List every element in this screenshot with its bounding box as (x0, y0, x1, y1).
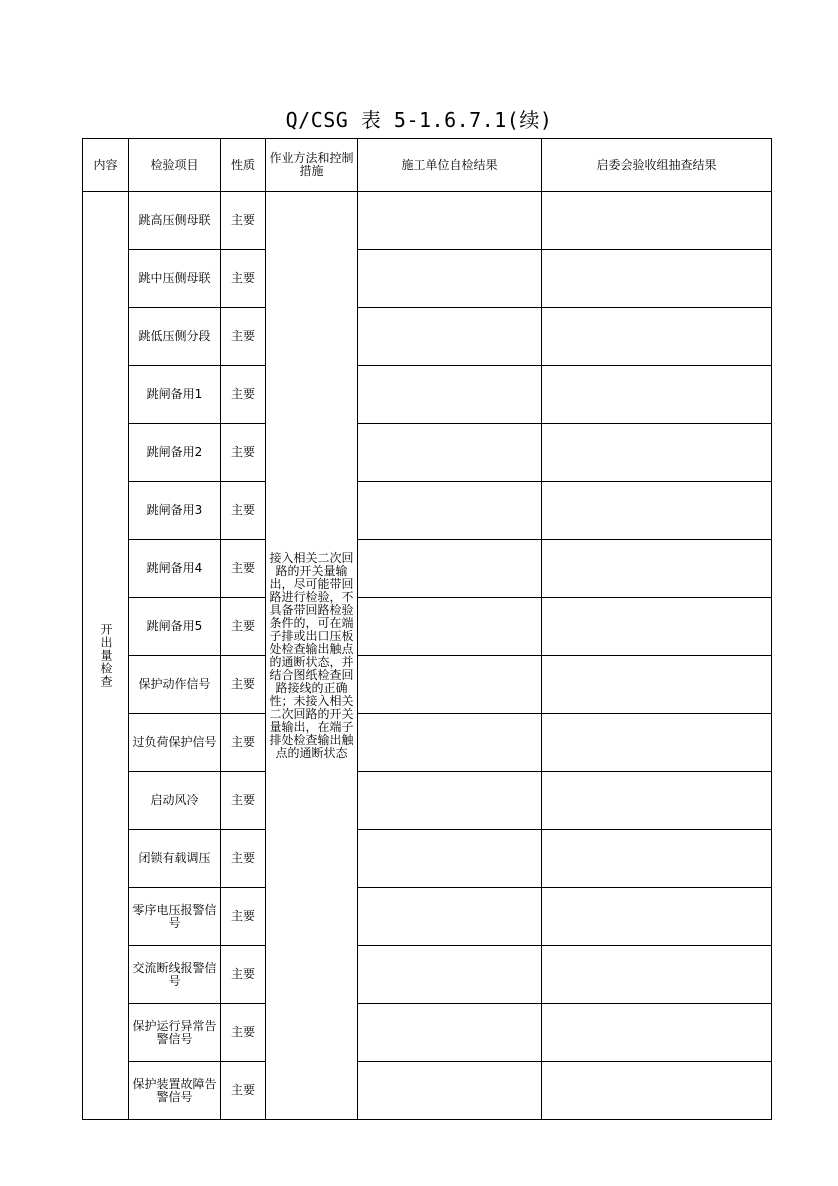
inspection-table (82, 138, 772, 1120)
nature-value: 主要 (221, 1004, 266, 1062)
table-row (83, 830, 772, 888)
inspection-item: 跳闸备用3 (129, 482, 221, 540)
nature-value: 主要 (221, 830, 266, 888)
nature-value: 主要 (221, 888, 266, 946)
nature-value: 主要 (221, 656, 266, 714)
table-row (83, 540, 772, 598)
inspection-item: 跳中压侧母联 (129, 250, 221, 308)
acceptance-check-cell[interactable] (542, 424, 772, 482)
self-check-cell[interactable] (358, 424, 542, 482)
acceptance-check-cell[interactable] (542, 192, 772, 250)
acceptance-check-cell[interactable] (542, 772, 772, 830)
header-self-check: 施工单位自检结果 (358, 139, 542, 192)
table-row (83, 366, 772, 424)
table-row (83, 714, 772, 772)
self-check-cell[interactable] (358, 714, 542, 772)
table-row (83, 888, 772, 946)
inspection-item: 跳闸备用2 (129, 424, 221, 482)
self-check-cell[interactable] (358, 308, 542, 366)
inspection-item: 跳高压侧母联 (129, 192, 221, 250)
inspection-item: 过负荷保护信号 (129, 714, 221, 772)
inspection-item: 跳闸备用1 (129, 366, 221, 424)
inspection-item: 跳闸备用5 (129, 598, 221, 656)
table-row (83, 192, 772, 250)
table-row (83, 598, 772, 656)
nature-value: 主要 (221, 192, 266, 250)
acceptance-check-cell[interactable] (542, 1062, 772, 1120)
nature-value: 主要 (221, 250, 266, 308)
acceptance-check-cell[interactable] (542, 366, 772, 424)
acceptance-check-cell[interactable] (542, 540, 772, 598)
self-check-cell[interactable] (358, 250, 542, 308)
nature-value: 主要 (221, 424, 266, 482)
inspection-item: 保护动作信号 (129, 656, 221, 714)
section-label: 开出量检查 (83, 192, 129, 1120)
table-row (83, 1062, 772, 1120)
self-check-cell[interactable] (358, 192, 542, 250)
table-row (83, 946, 772, 1004)
self-check-cell[interactable] (358, 1062, 542, 1120)
self-check-cell[interactable] (358, 366, 542, 424)
header-nature: 性质 (221, 139, 266, 192)
nature-value: 主要 (221, 598, 266, 656)
acceptance-check-cell[interactable] (542, 888, 772, 946)
nature-value: 主要 (221, 772, 266, 830)
inspection-item: 交流断线报警信号 (129, 946, 221, 1004)
self-check-cell[interactable] (358, 888, 542, 946)
nature-value: 主要 (221, 540, 266, 598)
table-row (83, 482, 772, 540)
table-row (83, 250, 772, 308)
form-title: Q/CSG 表 5-1.6.7.1(续) (285, 108, 553, 132)
table-row (83, 308, 772, 366)
header-row (83, 139, 772, 192)
acceptance-check-cell[interactable] (542, 308, 772, 366)
self-check-cell[interactable] (358, 482, 542, 540)
nature-value: 主要 (221, 482, 266, 540)
self-check-cell[interactable] (358, 1004, 542, 1062)
acceptance-check-cell[interactable] (542, 946, 772, 1004)
acceptance-check-cell[interactable] (542, 598, 772, 656)
table-row (83, 656, 772, 714)
acceptance-check-cell[interactable] (542, 482, 772, 540)
inspection-item: 保护运行异常告警信号 (129, 1004, 221, 1062)
self-check-cell[interactable] (358, 772, 542, 830)
acceptance-check-cell[interactable] (542, 830, 772, 888)
self-check-cell[interactable] (358, 598, 542, 656)
inspection-item: 跳闸备用4 (129, 540, 221, 598)
inspection-item: 启动风冷 (129, 772, 221, 830)
nature-value: 主要 (221, 946, 266, 1004)
inspection-item: 闭锁有载调压 (129, 830, 221, 888)
self-check-cell[interactable] (358, 946, 542, 1004)
inspection-item: 跳低压侧分段 (129, 308, 221, 366)
nature-value: 主要 (221, 308, 266, 366)
self-check-cell[interactable] (358, 656, 542, 714)
method-description: 接入相关二次回路的开关量输出，尽可能带回路进行检验，不具备带回路检验条件的，可在端子排或出口压板处检查输出触点的通断状态，并结合图纸检查回路接线的正确性；未接入相关二次回路的开关量输出，在端子排处检查输出触点的通断状态 (266, 192, 358, 1120)
header-acceptance: 启委会验收组抽查结果 (542, 139, 772, 192)
self-check-cell[interactable] (358, 830, 542, 888)
nature-value: 主要 (221, 714, 266, 772)
acceptance-check-cell[interactable] (542, 656, 772, 714)
nature-value: 主要 (221, 366, 266, 424)
acceptance-check-cell[interactable] (542, 714, 772, 772)
inspection-item: 保护装置故障告警信号 (129, 1062, 221, 1120)
nature-value: 主要 (221, 1062, 266, 1120)
header-content: 内容 (83, 139, 129, 192)
acceptance-check-cell[interactable] (542, 250, 772, 308)
table-row (83, 424, 772, 482)
table-row (83, 1004, 772, 1062)
header-method: 作业方法和控制措施 (266, 139, 358, 192)
self-check-cell[interactable] (358, 540, 542, 598)
acceptance-check-cell[interactable] (542, 1004, 772, 1062)
header-item: 检验项目 (129, 139, 221, 192)
table-row (83, 772, 772, 830)
inspection-item: 零序电压报警信号 (129, 888, 221, 946)
